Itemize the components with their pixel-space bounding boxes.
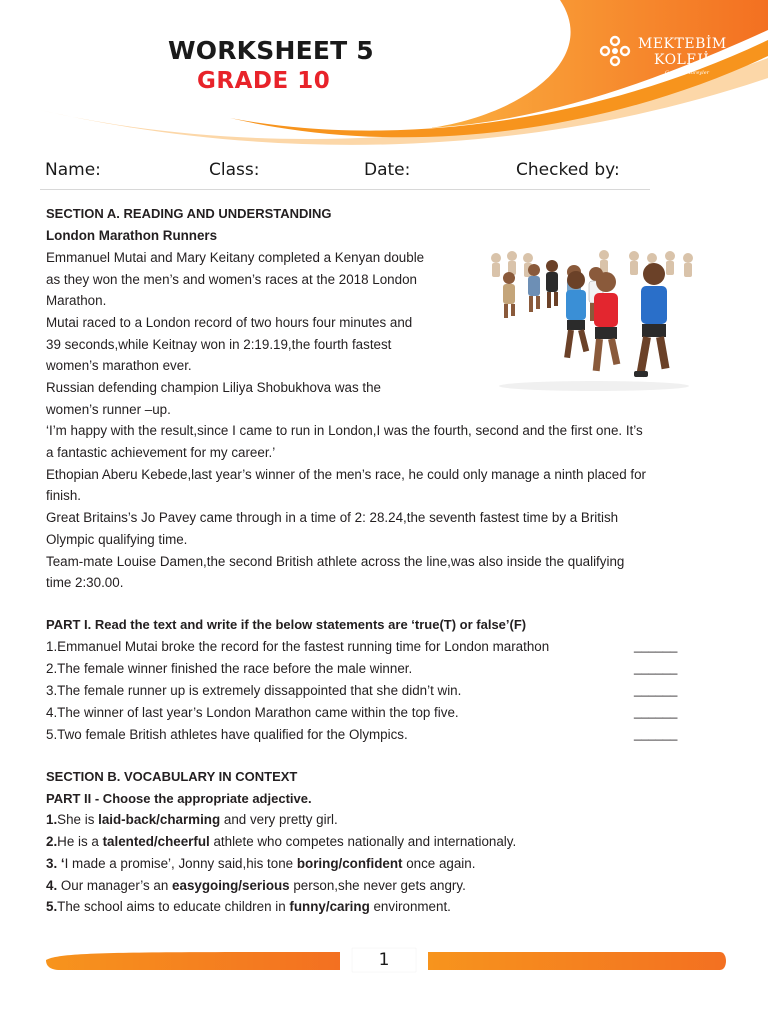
passage-line: Emmanuel Mutai and Mary Keitany completed a Kenyan double xyxy=(46,250,425,265)
school-logo xyxy=(598,30,738,90)
item-text: He is a xyxy=(57,834,103,849)
item-text: and very pretty girl. xyxy=(220,812,338,827)
item-number: 5. xyxy=(46,899,58,914)
adjective-choice[interactable]: laid-back/charming xyxy=(98,812,221,827)
vocab-item-5 xyxy=(46,896,451,918)
item-text: Our manager’s an xyxy=(57,878,173,893)
item-text: The school aims to educate children in xyxy=(57,899,290,914)
answer-blank-2[interactable]: ______ xyxy=(634,660,678,675)
passage-line: time 2:30.00. xyxy=(46,575,124,590)
date-label: Date: xyxy=(364,160,411,180)
name-label: Name: xyxy=(45,160,101,180)
logo-name-line1: MEKTEBİM xyxy=(638,36,727,52)
item-number: 4. xyxy=(46,878,58,893)
item-number: 3. ‘ xyxy=(46,856,65,871)
passage-line: ‘I’m happy with the result,since I came to run in London,I was the fourth, second and the first one. It’s xyxy=(46,423,643,438)
passage-line: Ethopian Aberu Kebede,last year’s winner of the men’s race, he could only manage a ninth placed for xyxy=(46,467,646,482)
item-text: She is xyxy=(57,812,99,827)
passage-line: women’s marathon ever. xyxy=(46,358,192,373)
adjective-choice[interactable]: boring/confident xyxy=(296,856,403,871)
worksheet-title: WORKSHEET 5 xyxy=(168,36,374,65)
section-b-heading: SECTION B. VOCABULARY IN CONTEXT xyxy=(46,769,298,784)
marathon-runners-illustration xyxy=(484,246,704,398)
vocab-item-1 xyxy=(46,809,338,831)
item-number: 2. xyxy=(46,834,58,849)
logo-mark-icon xyxy=(598,34,632,68)
section-a-heading: SECTION A. READING AND UNDERSTANDING xyxy=(46,206,332,221)
adjective-choice[interactable]: easygoing/serious xyxy=(172,878,290,893)
passage-line: Olympic qualifying time. xyxy=(46,532,188,547)
name-row-divider xyxy=(40,189,650,190)
answer-blank-1[interactable]: ______ xyxy=(634,638,678,653)
class-label: Class: xyxy=(209,160,260,180)
answer-blank-5[interactable]: ______ xyxy=(634,726,678,741)
statement-2: 2.The female winner finished the race before the male winner. xyxy=(46,661,413,676)
passage-line: Team-mate Louise Damen,the second British athlete across the line,was also inside the qualifying xyxy=(46,554,625,569)
item-text: person,she never gets angry. xyxy=(289,878,466,893)
statement-4: 4.The winner of last year’s London Marathon came within the top five. xyxy=(46,705,459,720)
answer-blank-3[interactable]: ______ xyxy=(634,682,678,697)
item-text: athlete who competes nationally and internationaly. xyxy=(209,834,517,849)
vocab-item-4 xyxy=(46,875,466,897)
logo-tagline: Geleceği Bireyler xyxy=(665,70,710,76)
logo-name-line2: KOLEJİ xyxy=(654,52,710,68)
statement-1: 1.Emmanuel Mutai broke the record for the fastest running time for London marathon xyxy=(46,639,550,654)
passage-line: Marathon. xyxy=(46,293,107,308)
passage-line: women’s runner –up. xyxy=(46,402,171,417)
part2-heading: PART II - Choose the appropriate adjective. xyxy=(46,791,312,806)
grade-label: GRADE 10 xyxy=(197,68,331,94)
passage-line: Russian defending champion Liliya Shobukhova was the xyxy=(46,380,381,395)
statement-3: 3.The female runner up is extremely dissappointed that she didn’t win. xyxy=(46,683,462,698)
adjective-choice[interactable]: funny/caring xyxy=(289,899,370,914)
passage-line: Mutai raced to a London record of two hours four minutes and xyxy=(46,315,413,330)
passage-line: 39 seconds,while Keitnay won in 2:19.19,the fourth fastest xyxy=(46,337,392,352)
adjective-choice[interactable]: talented/cheerful xyxy=(102,834,210,849)
item-text: once again. xyxy=(402,856,476,871)
item-text: environment. xyxy=(369,899,451,914)
passage-line: Great Britains’s Jo Pavey came through in a time of 2: 28.24,the seventh fastest time by a British xyxy=(46,510,619,525)
statement-5: 5.Two female British athletes have qualified for the Olympics. xyxy=(46,727,408,742)
passage-line: a fantastic achievement for my career.’ xyxy=(46,445,276,460)
answer-blank-4[interactable]: ______ xyxy=(634,704,678,719)
passage-title: London Marathon Runners xyxy=(46,228,218,243)
part1-heading: PART I. Read the text and write if the below statements are ‘true(T) or false’(F) xyxy=(46,617,527,632)
item-number: 1. xyxy=(46,812,58,827)
vocab-item-2 xyxy=(46,831,516,853)
passage-line: as they won the men’s and women’s races at the 2018 London xyxy=(46,272,417,287)
vocab-item-3 xyxy=(46,853,475,875)
checked-by-label: Checked by: xyxy=(516,160,620,180)
page-number: 1 xyxy=(378,950,390,970)
passage-line: finish. xyxy=(46,488,81,503)
item-text: I made a promise’, Jonny said,his tone xyxy=(64,856,297,871)
